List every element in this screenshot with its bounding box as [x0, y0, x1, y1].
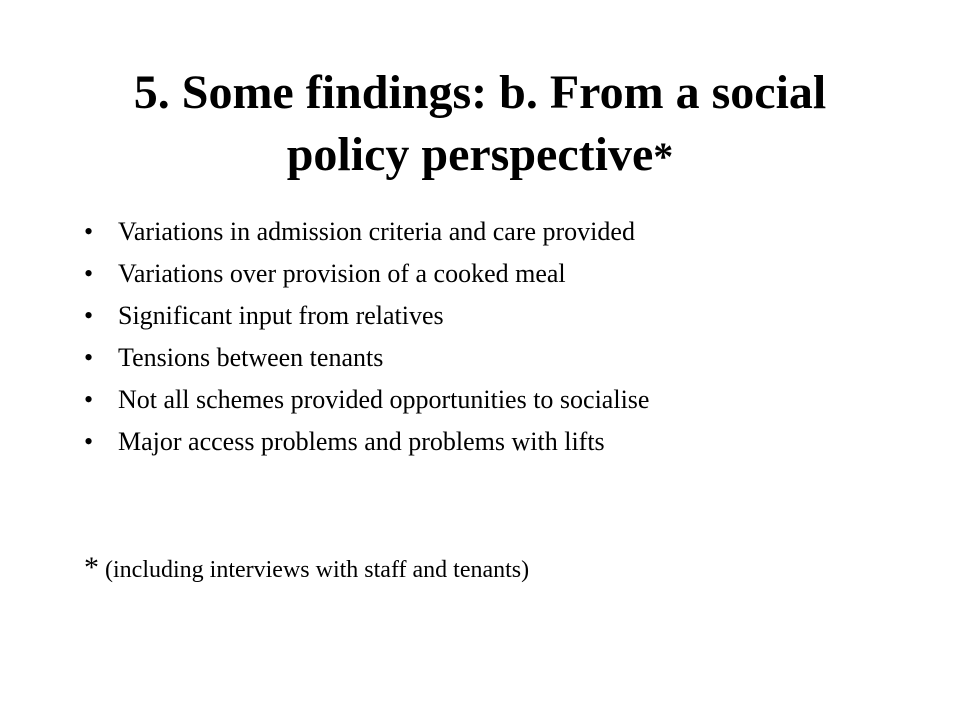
list-item-text: Tensions between tenants: [118, 343, 384, 372]
list-item-text: Variations in admission criteria and care provided: [118, 217, 635, 246]
list-item-text: Significant input from relatives: [118, 301, 444, 330]
bullet-icon: •: [84, 343, 94, 372]
findings-list: [84, 211, 649, 463]
title-line-2: policy perspective: [286, 128, 654, 181]
list-item-text: Variations over provision of a cooked meal: [118, 259, 566, 288]
list-item: [84, 253, 649, 295]
footnote-text: (including interviews with staff and tenants): [105, 557, 530, 583]
list-item-text: Not all schemes provided opportunities to socialise: [118, 385, 650, 414]
footnote: [84, 550, 529, 588]
bullet-icon: •: [84, 301, 94, 330]
list-item: [84, 379, 649, 421]
bullet-icon: •: [84, 427, 94, 456]
title-line-1: 5. Some findings: b. From a social: [133, 66, 827, 119]
list-item: [84, 295, 649, 337]
bullet-icon: •: [84, 259, 94, 288]
list-item: [84, 211, 649, 253]
bullet-icon: •: [84, 385, 94, 414]
footnote-marker: *: [84, 551, 99, 584]
list-item-text: Major access problems and problems with lifts: [118, 427, 605, 456]
list-item: [84, 337, 649, 379]
slide-title: [40, 62, 920, 188]
title-asterisk: *: [653, 134, 674, 179]
list-item: [84, 421, 649, 463]
bullet-icon: •: [84, 217, 94, 246]
